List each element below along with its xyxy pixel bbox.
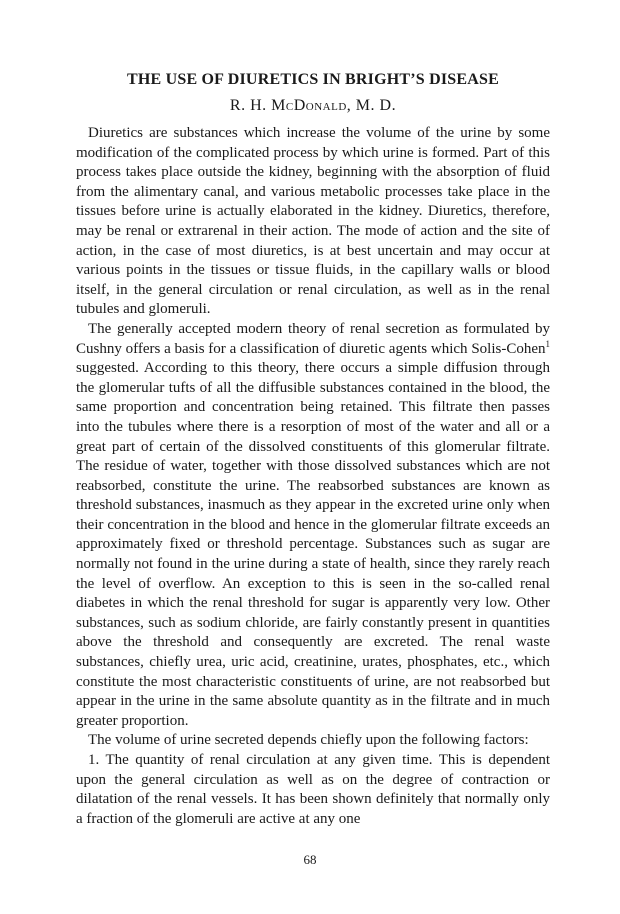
page-number: 68 bbox=[303, 852, 317, 867]
paragraph-1-text: Diuretics are substances which increase the volume of the urine by some modification of the complicated process by which urine is formed. Part of this process takes place outside the kidney, beginning with the absorption of fluid from the alimentary canal, and various metabolic processes take place in the tissues before urine is actually elaborated in the kidney. Diuretics, therefore, may be renal or extrarenal in their action. The mode of action and the site of action, in the case of most diuretics, is at best uncertain and may occur at various points in the tissues or tissue fluids, in the capillary walls or blood itself, in the general circulation or renal circulation, as well as in the renal tubules and glomeruli. bbox=[76, 125, 550, 318]
paragraph-2 bbox=[76, 320, 550, 731]
author-initials: R. H. bbox=[229, 97, 272, 114]
article-author bbox=[76, 96, 550, 116]
author-degree: , M. D. bbox=[346, 97, 397, 114]
paragraph-3-text: The volume of urine secreted depends chiefly upon the following factors: bbox=[88, 732, 529, 749]
paragraph-1 bbox=[76, 124, 550, 320]
paragraph-4-text: 1. The quantity of renal circulation at any given time. This is dependent upon the general circulation as well as on the degree of contraction or dilatation of the renal vessels. It has been shown definitely that normally only a fraction of the glomeruli are active at any one bbox=[76, 752, 550, 827]
author-surname: McDonald bbox=[271, 97, 347, 114]
footnote-ref-1: 1 bbox=[545, 338, 550, 349]
paragraph-3 bbox=[76, 731, 550, 751]
paragraph-2-text-b: suggested. According to this theory, there occurs a simple diffusion through the glomerular tufts of all the diffusible substances contained in the blood, the same proportion and concentration being retained. This filtrate then passes into the tubules where there is a resorption of most of the water and all or a great part of certain of the dissolved constituents of this glomerular filtrate. The residue of water, together with those dissolved substances which are not reabsorbed, constitute the urine. The reabsorbed substances are known as threshold substances, inasmuch as they appear in the excreted urine only when their concentration in the blood and hence in the glomerular filtrate exceeds an approximately fixed or threshold percentage. Substances such as sugar are normally not found in the urine during a state of health, since they rarely reach the level of overflow. An exception to this is seen in the so-called renal diabetes in which the renal threshold for sugar is apparently very low. Other substances, such as sodium chloride, are fairly constantly present in quantities above the threshold and consequently are excreted. The renal waste substances, chiefly urea, uric acid, creatinine, urates, phosphates, etc., which constitute the most characteristic constituents of urine, are not reabsorbed but appear in the urine in the same absolute quantity as in the filtrate and in much greater proportion. bbox=[76, 360, 550, 729]
article-page bbox=[76, 70, 550, 829]
article-title: THE USE OF DIURETICS IN BRIGHT’S DISEASE bbox=[127, 71, 499, 88]
paragraph-2-text-a: The generally accepted modern theory of renal secretion as formulated by Cushny offers a basis for a classification of diuretic agents which Solis-Cohen bbox=[76, 320, 550, 357]
paragraph-4 bbox=[76, 751, 550, 829]
